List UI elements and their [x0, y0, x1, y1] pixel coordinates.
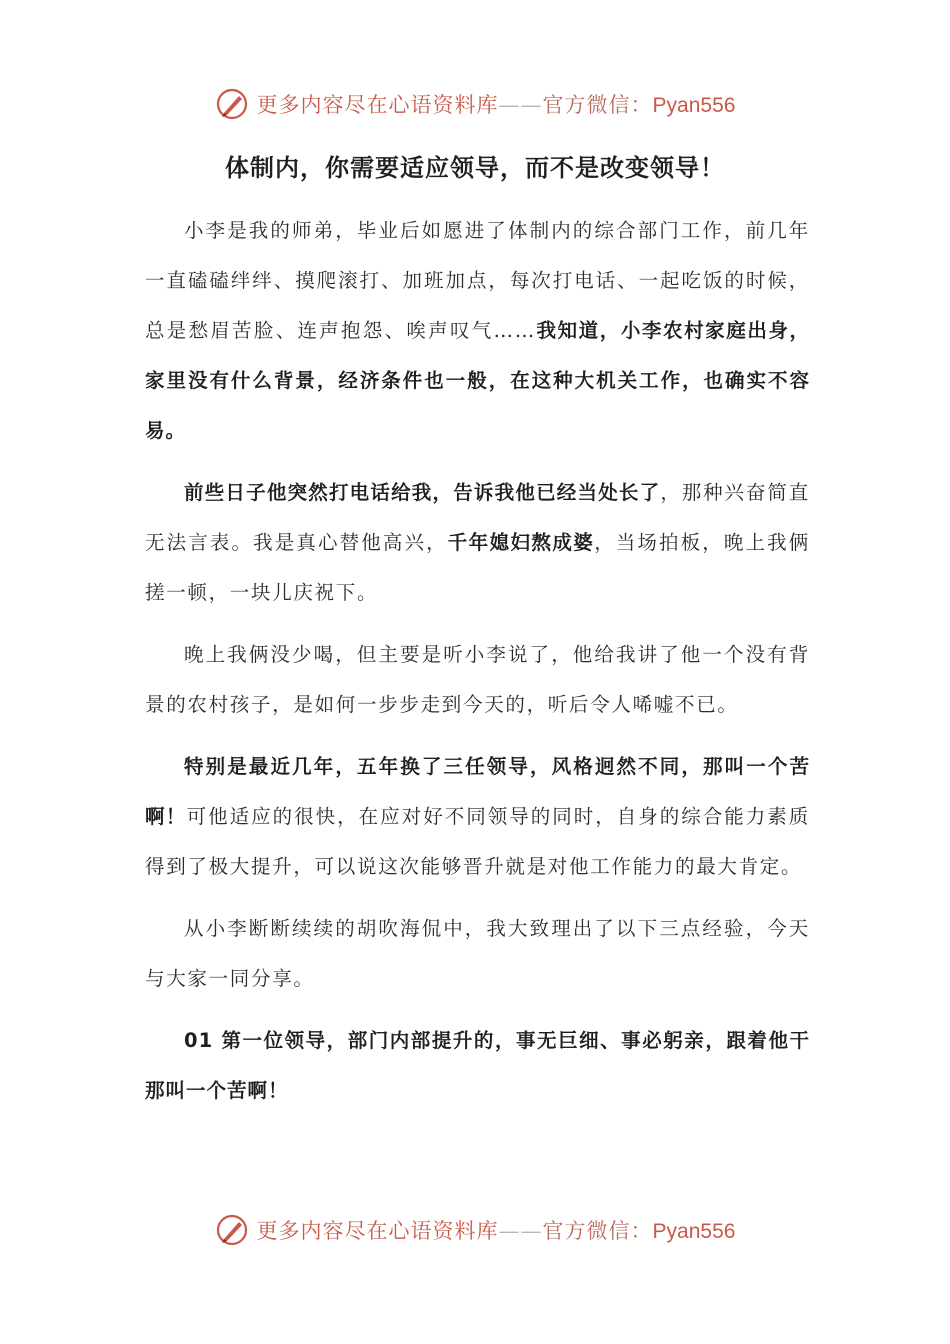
section-heading-01: 01 第一位领导，部门内部提升的，事无巨细、事必躬亲，跟着他干那叫一个苦啊！	[145, 1029, 810, 1102]
footer-wechat-label: 官方微信：	[542, 1219, 653, 1243]
paragraph-5: 从小李断断续续的胡吹海侃中，我大致理出了以下三点经验，今天与大家一同分享。	[145, 917, 810, 990]
header-wechat-label: 官方微信：	[542, 93, 653, 117]
footer-banner	[0, 1210, 950, 1250]
header-banner	[0, 84, 950, 124]
paragraph-4: 特别是最近几年，五年换了三任领导，风格迥然不同，那叫一个苦啊！可他适应的很快，在应对好不同领导的同时，自身的综合能力素质得到了极大提升，可以说这次能够晋升就是对他工作能力的最大肯定。	[145, 755, 810, 878]
header-brand: 更多内容尽在心语资料库	[256, 93, 499, 117]
article-body	[145, 206, 810, 1128]
footer-wechat-id: Pyan556	[652, 1220, 736, 1243]
paragraph-2: 前些日子他突然打电话给我，告诉我他已经当处长了，那种兴奋简直无法言表。我是真心替他高兴，千年媳妇熬成婆，当场拍板，晚上我俩搓一顿，一块儿庆祝下。	[145, 481, 810, 604]
paragraph-3: 晚上我俩没少喝，但主要是听小李说了，他给我讲了他一个没有背景的农村孩子，是如何一步步走到今天的，听后令人唏嘘不已。	[145, 643, 810, 716]
pen-logo-icon	[215, 1213, 249, 1247]
header-wechat-id: Pyan556	[652, 94, 736, 117]
footer-separator: ——	[498, 1219, 543, 1243]
paragraph-1: 小李是我的师弟，毕业后如愿进了体制内的综合部门工作，前几年一直磕磕绊绊、摸爬滚打、加班加点，每次打电话、一起吃饭的时候，总是愁眉苦脸、连声抱怨、唉声叹气……我知道，小李农村家庭出身，家里没有什么背景，经济条件也一般，在这种大机关工作，也确实不容易。	[145, 219, 810, 442]
footer-brand: 更多内容尽在心语资料库	[256, 1219, 499, 1243]
header-separator: ——	[498, 93, 543, 117]
article-title: 体制内，你需要适应领导，而不是改变领导！	[225, 154, 725, 182]
pen-logo-icon	[215, 87, 249, 121]
